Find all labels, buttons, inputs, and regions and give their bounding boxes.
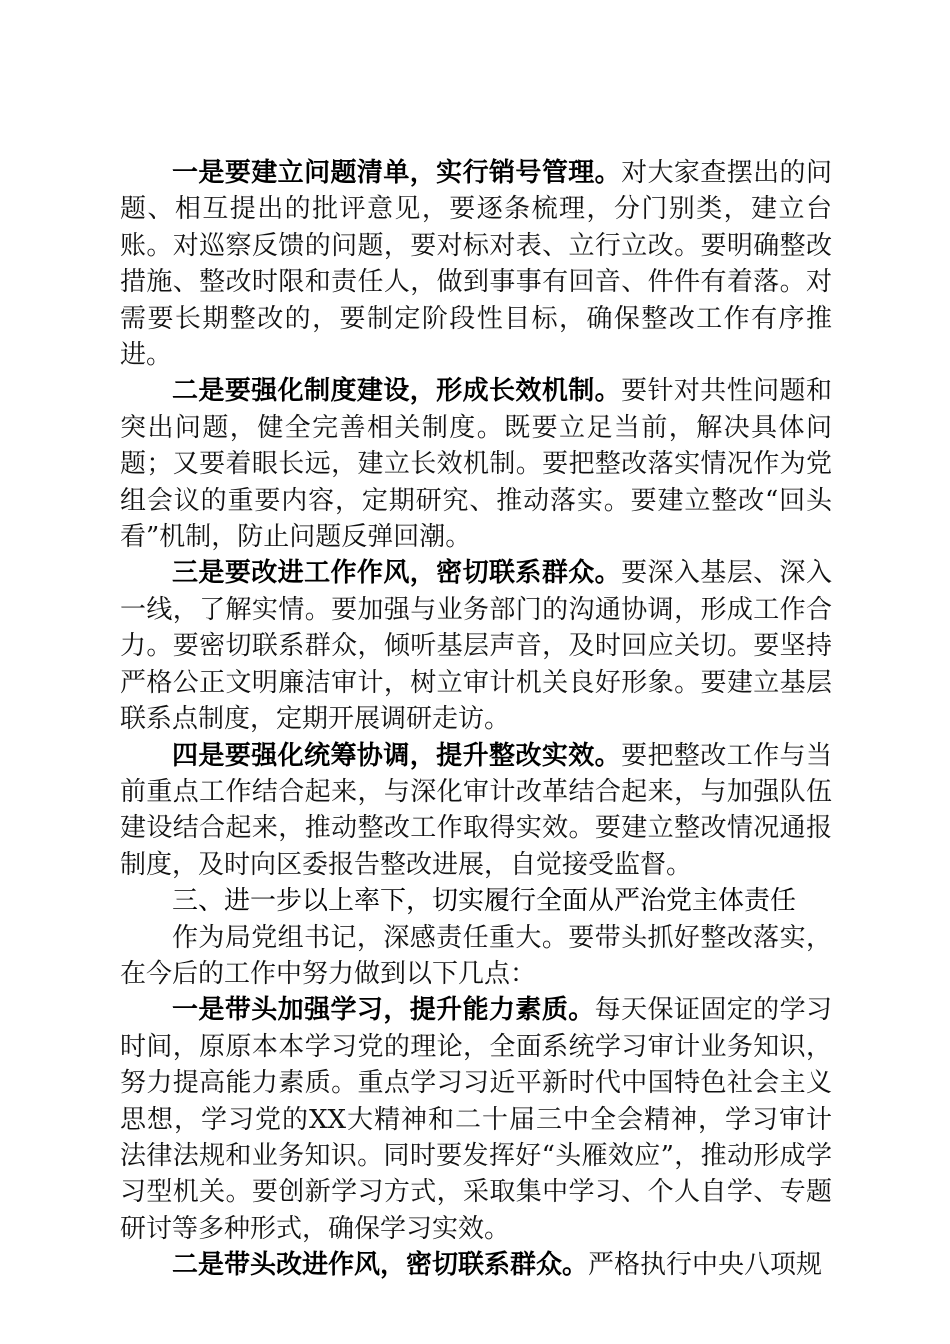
paragraph-lead: 四是要强化统筹协调，提升整改实效。 xyxy=(172,740,622,771)
paragraph-text: 要深入基层、深入一线，了解实情。要加强与业务部门的沟通协调，形成工作合力。要密切联系群众，倾听基层声音，及时回应关切。要坚持严格公正文明廉洁审计，树立审计机关良好形象。要建立基层联系点制度，定期开展调研走访。 xyxy=(120,558,832,735)
paragraph-text: 严格执行中央八项规 xyxy=(588,1250,823,1281)
paragraph-lead-work-style xyxy=(120,1247,832,1283)
document-body xyxy=(120,155,832,1284)
paragraph-coordination xyxy=(120,738,832,884)
paragraph-system-building xyxy=(120,373,832,555)
paragraph-lead: 三是要改进工作作风，密切联系群众。 xyxy=(172,558,622,589)
paragraph-text: 要针对共性问题和突出问题，健全完善相关制度。既要立足当前，解决具体问题；又要着眼长远，建立长效机制。要把整改落实情况作为党组会议的重要内容，定期研究、推动落实。要建立整改“回头看”机制，防止问题反弹回潮。 xyxy=(120,376,832,553)
section-heading: 三、进一步以上率下，切实履行全面从严治党主体责任 xyxy=(172,886,797,917)
paragraph-text: 每天保证固定的学习时间，原原本本学习党的理论，全面系统学习审计业务知识，努力提高能力素质。重点学习习近平新时代中国特色社会主义思想，学习党的XX大精神和二十届三中全会精神，学习审计法律法规和业务知识。同时要发挥好“头雁效应”，推动形成学习型机关。要创新学习方式，采取集中学习、个人自学、专题研讨等多种形式，确保学习实效。 xyxy=(120,995,832,1244)
paragraph-lead: 一是要建立问题清单，实行销号管理。 xyxy=(172,158,622,188)
paragraph-text: 要把整改工作与当前重点工作结合起来，与深化审计改革结合起来，与加强队伍建设结合起来，推动整改工作取得实效。要建立整改情况通报制度，及时向区委报告整改进展，自觉接受监督。 xyxy=(120,740,832,880)
paragraph-lead: 二是带头改进作风，密切联系群众。 xyxy=(172,1250,589,1281)
paragraph-lead: 二是要强化制度建设，形成长效机制。 xyxy=(172,376,622,407)
paragraph-problem-list xyxy=(120,155,832,373)
section-intro: 作为局党组书记，深感责任重大。要带头抓好整改落实，在今后的工作中努力做到以下几点： xyxy=(120,922,832,989)
paragraph-lead-study xyxy=(120,992,832,1247)
paragraph-lead: 一是带头加强学习，提升能力素质。 xyxy=(172,995,595,1026)
paragraph-text: 对大家查摆出的问题、相互提出的批评意见，要逐条梳理，分门别类，建立台账。对巡察反馈的问题，要对标对表、立行立改。要明确整改措施、整改时限和责任人，做到事事有回音、件件有着落。对需要长期整改的，要制定阶段性目标，确保整改工作有序推进。 xyxy=(120,158,832,371)
paragraph-work-style xyxy=(120,555,832,737)
